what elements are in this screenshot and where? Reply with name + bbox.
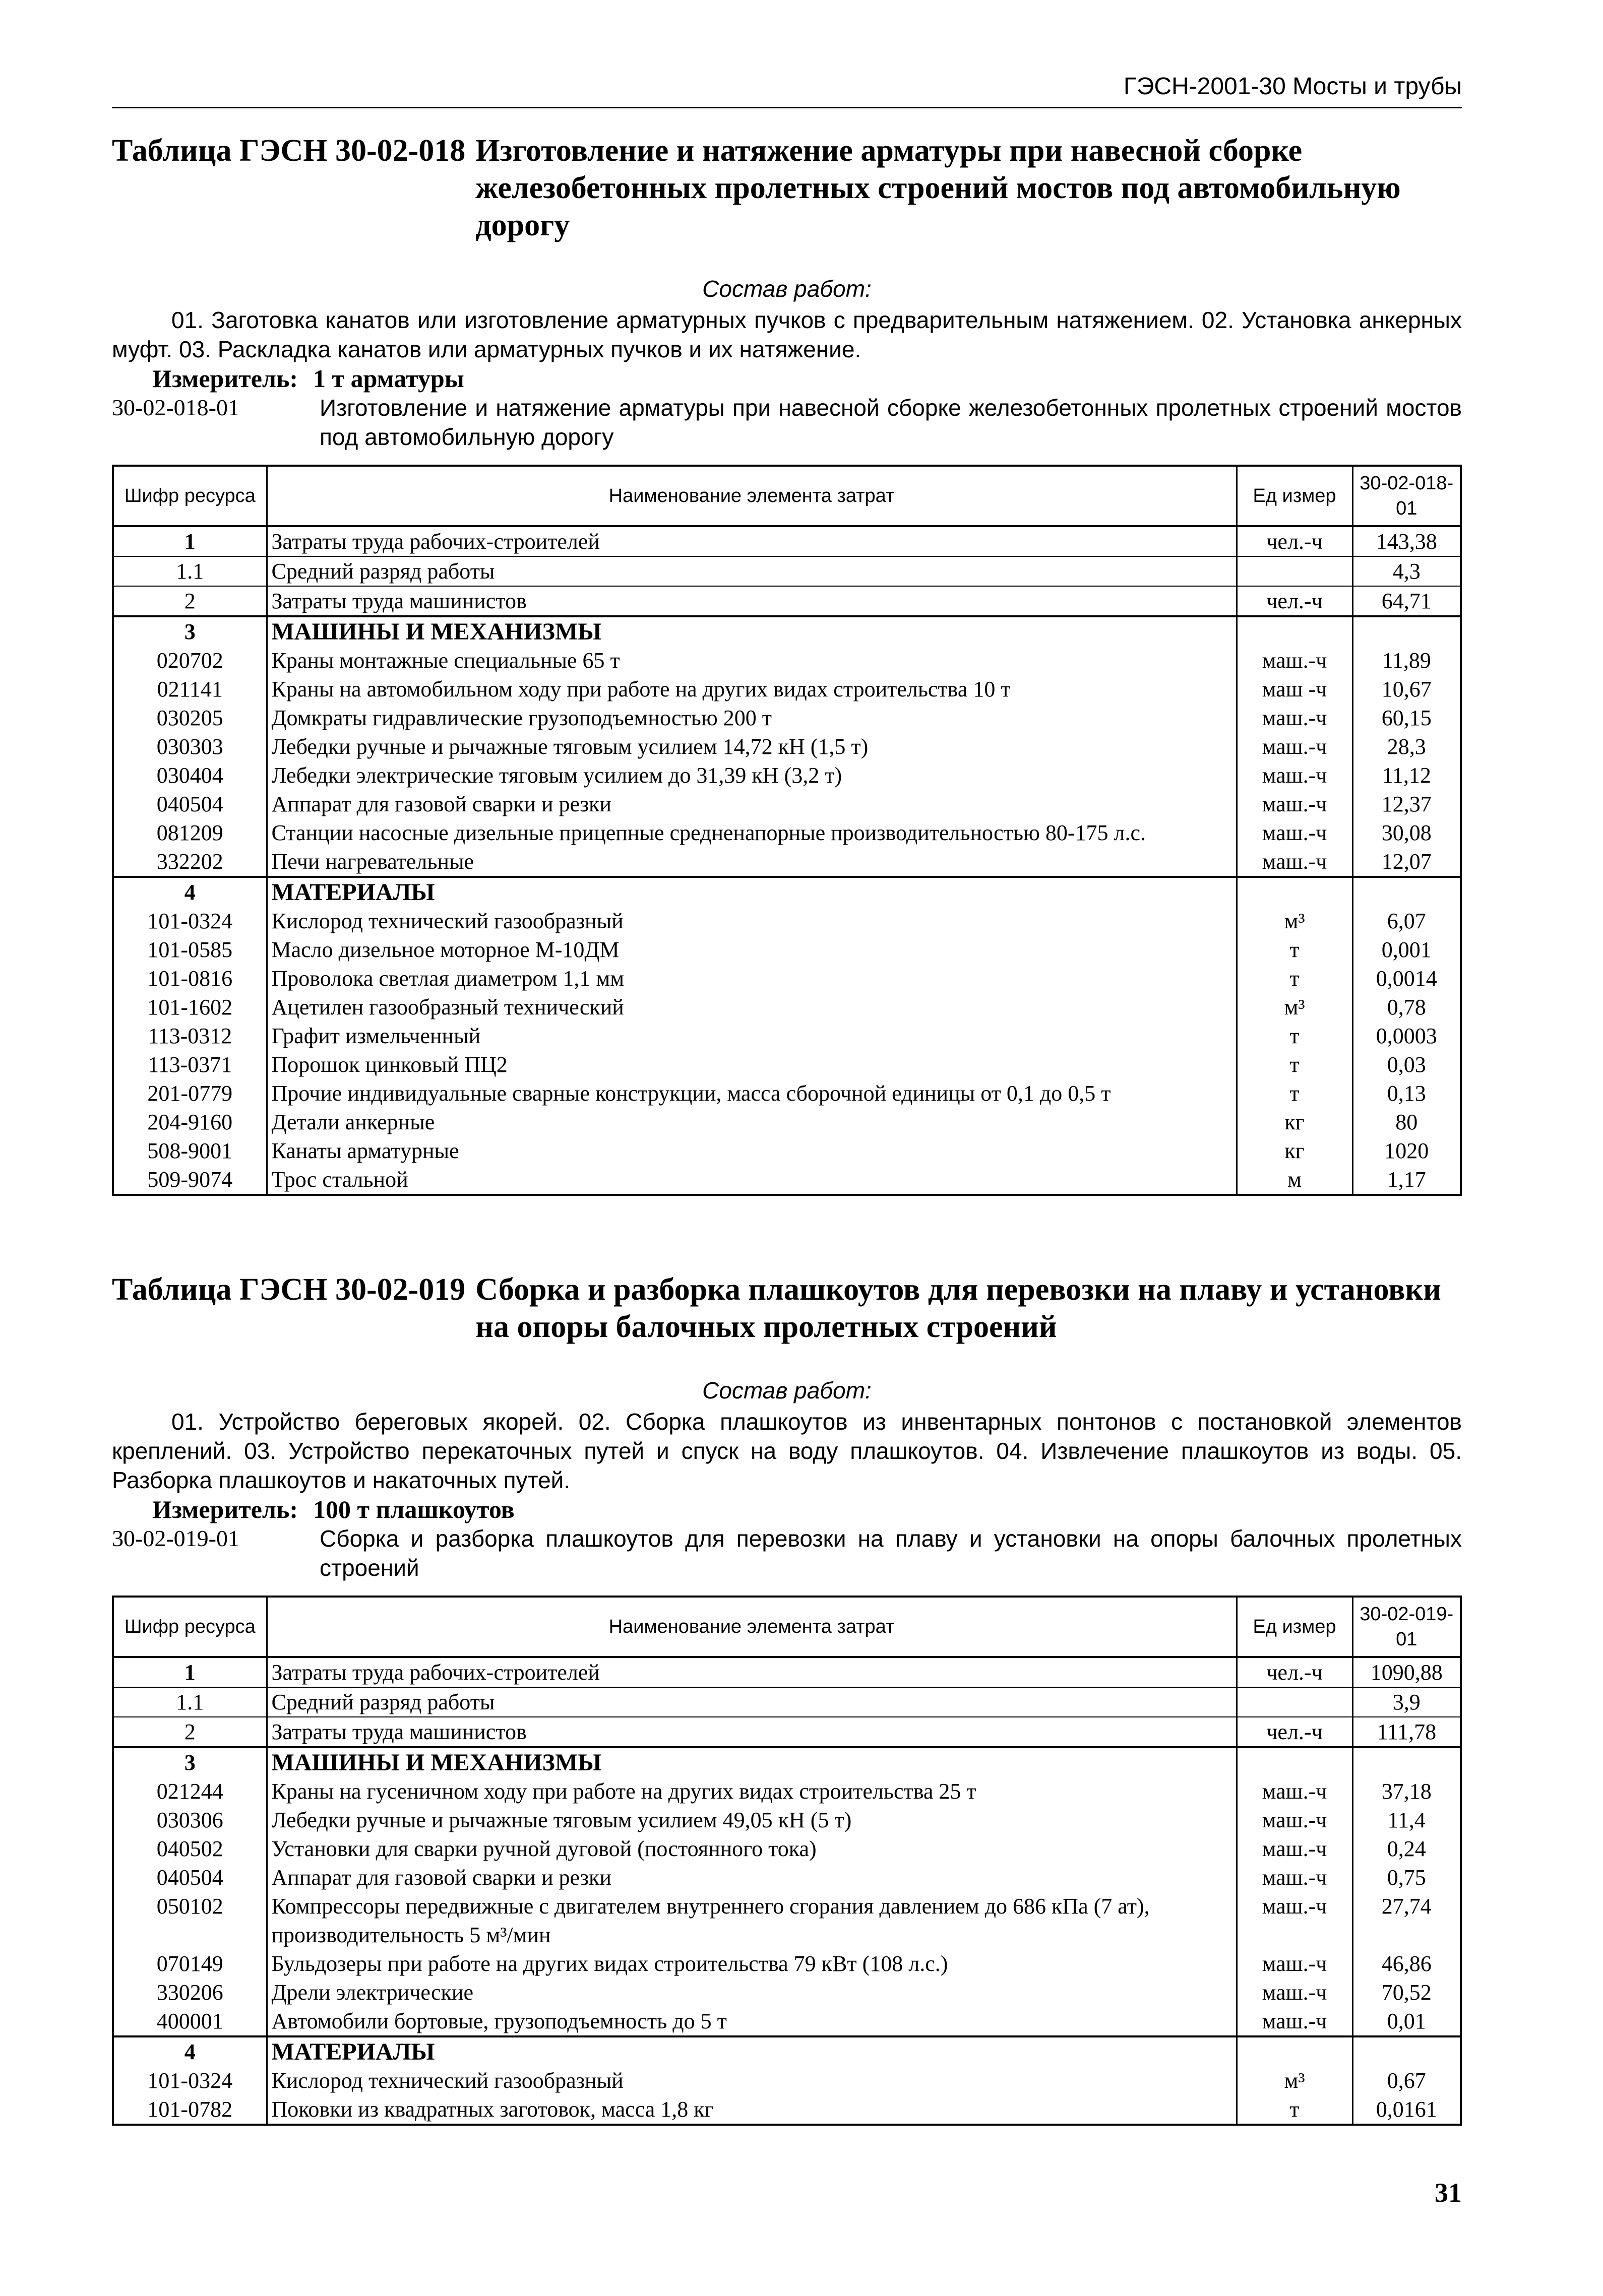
resource-name: Домкраты гидравлические грузоподъемностью 200 т bbox=[267, 704, 1237, 732]
resource-value: 64,71 bbox=[1352, 586, 1461, 616]
table-caption bbox=[112, 132, 1462, 244]
work-composition-title: Состав работ: bbox=[702, 276, 872, 302]
resource-value bbox=[1352, 616, 1461, 646]
resource-unit: маш.-ч bbox=[1237, 646, 1352, 675]
resource-code: 3 bbox=[113, 1747, 267, 1777]
resource-value bbox=[1352, 877, 1461, 907]
table-row bbox=[113, 2007, 1461, 2036]
col-header-unit: Ед измер bbox=[1237, 466, 1352, 526]
resource-table bbox=[112, 1596, 1462, 2126]
col-header-name: Наименование элемента затрат bbox=[267, 466, 1237, 526]
resource-code: 101-0324 bbox=[113, 907, 267, 935]
resource-code: 101-1602 bbox=[113, 993, 267, 1022]
resource-code: 113-0312 bbox=[113, 1022, 267, 1050]
resource-code: 1.1 bbox=[113, 556, 267, 586]
resource-value: 0,01 bbox=[1352, 2007, 1461, 2036]
resource-value: 4,3 bbox=[1352, 556, 1461, 586]
resource-name: Трос стальной bbox=[267, 1165, 1237, 1195]
resource-unit: кг bbox=[1237, 1108, 1352, 1136]
resource-unit: т bbox=[1237, 1022, 1352, 1050]
running-header-text: ГЭСН-2001-30 Мосты и трубы bbox=[1123, 73, 1462, 100]
table-row bbox=[113, 1687, 1461, 1717]
table-row bbox=[113, 1834, 1461, 1863]
measure-line bbox=[112, 364, 1462, 393]
table-row bbox=[113, 2095, 1461, 2125]
resource-code: 101-0782 bbox=[113, 2095, 267, 2125]
resource-code: 2 bbox=[113, 586, 267, 616]
resource-code: 101-0585 bbox=[113, 935, 267, 964]
resource-unit: маш.-ч bbox=[1237, 704, 1352, 732]
table-row bbox=[113, 993, 1461, 1022]
resource-code: 101-0324 bbox=[113, 2066, 267, 2095]
resource-code: 332202 bbox=[113, 847, 267, 877]
resource-name: Краны монтажные специальные 65 т bbox=[267, 646, 1237, 675]
table-body bbox=[113, 1657, 1461, 2125]
table-row bbox=[113, 1949, 1461, 1978]
resource-code: 030404 bbox=[113, 761, 267, 790]
resource-name: Печи нагревательные bbox=[267, 847, 1237, 877]
resource-value bbox=[1352, 1747, 1461, 1777]
work-composition-text: 01. Заготовка канатов или изготовление арматурных пучков с предварительным натяжением. 02. Установка анкерных муфт. 03. Раскладка канатов или арматурных пучков и их натяжение. bbox=[112, 307, 1462, 362]
resource-code: 030306 bbox=[113, 1806, 267, 1834]
resource-unit: м³ bbox=[1237, 907, 1352, 935]
table-row bbox=[113, 2066, 1461, 2095]
resource-code: 070149 bbox=[113, 1949, 267, 1978]
resource-value: 3,9 bbox=[1352, 1687, 1461, 1717]
table-row bbox=[113, 526, 1461, 556]
work-composition-text: 01. Устройство береговых якорей. 02. Сборка плашкоутов из инвентарных понтонов с постановкой элементов креплений. 03. Устройство перекаточных путей и спуск на воду плашкоутов. 04. Извлечение плашкоутов из воды. 05. Разборка плашкоутов и накаточных путей. bbox=[112, 1409, 1462, 1493]
table-section-30-02-018 bbox=[112, 132, 1462, 1196]
table-header-row bbox=[113, 466, 1461, 526]
resource-value: 0,67 bbox=[1352, 2066, 1461, 2095]
table-row bbox=[113, 646, 1461, 675]
resource-code: 1.1 bbox=[113, 1687, 267, 1717]
col-header-code: Шифр ресурса bbox=[113, 466, 267, 526]
resource-value: 0,78 bbox=[1352, 993, 1461, 1022]
table-section-30-02-019 bbox=[112, 1271, 1462, 2126]
page-number: 31 bbox=[1435, 2178, 1462, 2208]
resource-value: 0,13 bbox=[1352, 1079, 1461, 1108]
resource-value: 0,0014 bbox=[1352, 964, 1461, 993]
table-row bbox=[113, 818, 1461, 847]
resource-code: 3 bbox=[113, 616, 267, 646]
table-title: Сборка и разборка плашкоутов для перевозки на плаву и установки на опоры балочных пролетных строений bbox=[475, 1272, 1441, 1344]
table-row bbox=[113, 964, 1461, 993]
resource-unit: т bbox=[1237, 964, 1352, 993]
resource-name: Средний разряд работы bbox=[267, 1687, 1237, 1717]
resource-value: 80 bbox=[1352, 1108, 1461, 1136]
resource-value: 1020 bbox=[1352, 1136, 1461, 1165]
resource-unit: чел.-ч bbox=[1237, 1657, 1352, 1687]
resource-name: Масло дизельное моторное М-10ДМ bbox=[267, 935, 1237, 964]
resource-unit: маш.-ч bbox=[1237, 847, 1352, 877]
col-header-value: 30-02-018-01 bbox=[1352, 466, 1461, 526]
table-row bbox=[113, 1777, 1461, 1806]
resource-unit: маш.-ч bbox=[1237, 1863, 1352, 1892]
col-header-code: Шифр ресурса bbox=[113, 1597, 267, 1657]
norm-description bbox=[112, 1524, 1462, 1582]
resource-name: Кислород технический газообразный bbox=[267, 907, 1237, 935]
table-row bbox=[113, 790, 1461, 818]
resource-name: Канаты арматурные bbox=[267, 1136, 1237, 1165]
resource-unit: маш.-ч bbox=[1237, 761, 1352, 790]
table-row bbox=[113, 616, 1461, 646]
resource-name: Графит измельченный bbox=[267, 1022, 1237, 1050]
norm-text: Сборка и разборка плашкоутов для перевозки на плаву и установки на опоры балочных пролетных строений bbox=[320, 1525, 1462, 1581]
table-row bbox=[113, 1863, 1461, 1892]
resource-unit bbox=[1237, 877, 1352, 907]
resource-name: Проволока светлая диаметром 1,1 мм bbox=[267, 964, 1237, 993]
table-number: Таблица ГЭСН 30-02-019 bbox=[112, 1272, 466, 1307]
table-row bbox=[113, 761, 1461, 790]
table-row bbox=[113, 847, 1461, 877]
resource-name: Детали анкерные bbox=[267, 1108, 1237, 1136]
resource-value: 0,001 bbox=[1352, 935, 1461, 964]
running-header bbox=[112, 70, 1462, 108]
resource-unit: маш.-ч bbox=[1237, 1834, 1352, 1863]
resource-value: 6,07 bbox=[1352, 907, 1461, 935]
resource-name: Кислород технический газообразный bbox=[267, 2066, 1237, 2095]
resource-code: 050102 bbox=[113, 1892, 267, 1949]
table-header-row bbox=[113, 1597, 1461, 1657]
work-composition-title: Состав работ: bbox=[702, 1377, 872, 1404]
resource-unit: маш.-ч bbox=[1237, 1806, 1352, 1834]
table-caption bbox=[112, 1271, 1462, 1346]
resource-name: Аппарат для газовой сварки и резки bbox=[267, 790, 1237, 818]
resource-code: 030205 bbox=[113, 704, 267, 732]
resource-value: 27,74 bbox=[1352, 1892, 1461, 1949]
table-row bbox=[113, 1079, 1461, 1108]
resource-group-heading: МАТЕРИАЛЫ bbox=[267, 877, 1237, 907]
resource-name: Затраты труда рабочих-строителей bbox=[267, 1657, 1237, 1687]
resource-code: 030303 bbox=[113, 732, 267, 761]
table-row bbox=[113, 1022, 1461, 1050]
resource-code: 021244 bbox=[113, 1777, 267, 1806]
resource-name: Бульдозеры при работе на других видах строительства 79 кВт (108 л.с.) bbox=[267, 1949, 1237, 1978]
resource-group-heading: МАТЕРИАЛЫ bbox=[267, 2036, 1237, 2066]
resource-value: 70,52 bbox=[1352, 1978, 1461, 2007]
resource-value: 28,3 bbox=[1352, 732, 1461, 761]
measure-value: 1 т арматуры bbox=[313, 364, 464, 393]
resource-code: 021141 bbox=[113, 675, 267, 704]
resource-name: Компрессоры передвижные с двигателем внутреннего сгорания давлением до 686 кПа (7 ат), производительность 5 м³/мин bbox=[267, 1892, 1237, 1949]
resource-name: Установки для сварки ручной дуговой (постоянного тока) bbox=[267, 1834, 1237, 1863]
resource-code: 204-9160 bbox=[113, 1108, 267, 1136]
resource-unit: маш.-ч bbox=[1237, 1949, 1352, 1978]
resource-code: 020702 bbox=[113, 646, 267, 675]
resource-name: Краны на гусеничном ходу при работе на других видах строительства 25 т bbox=[267, 1777, 1237, 1806]
resource-name: Краны на автомобильном ходу при работе на других видах строительства 10 т bbox=[267, 675, 1237, 704]
resource-unit bbox=[1237, 2036, 1352, 2066]
resource-unit bbox=[1237, 616, 1352, 646]
resource-value: 12,37 bbox=[1352, 790, 1461, 818]
table-row bbox=[113, 1136, 1461, 1165]
table-number: Таблица ГЭСН 30-02-018 bbox=[112, 134, 466, 168]
measure-line bbox=[112, 1495, 1462, 1524]
table-row bbox=[113, 2036, 1461, 2066]
resource-code: 081209 bbox=[113, 818, 267, 847]
measure-value: 100 т плашкоутов bbox=[313, 1495, 515, 1523]
resource-name: Затраты труда рабочих-строителей bbox=[267, 526, 1237, 556]
table-row bbox=[113, 1978, 1461, 2007]
resource-unit: м bbox=[1237, 1165, 1352, 1195]
resource-unit: маш.-ч bbox=[1237, 1978, 1352, 2007]
resource-name: Прочие индивидуальные сварные конструкции, масса сборочной единицы от 0,1 до 0,5 т bbox=[267, 1079, 1237, 1108]
resource-name: Затраты труда машинистов bbox=[267, 586, 1237, 616]
resource-unit: маш.-ч bbox=[1237, 2007, 1352, 2036]
table-row bbox=[113, 732, 1461, 761]
resource-value: 37,18 bbox=[1352, 1777, 1461, 1806]
table-row bbox=[113, 1747, 1461, 1777]
resource-code: 040504 bbox=[113, 1863, 267, 1892]
resource-code: 201-0779 bbox=[113, 1079, 267, 1108]
resource-code: 508-9001 bbox=[113, 1136, 267, 1165]
table-row bbox=[113, 1657, 1461, 1687]
norm-code: 30-02-019-01 bbox=[112, 1525, 239, 1551]
table-body bbox=[113, 526, 1461, 1195]
norm-code: 30-02-018-01 bbox=[112, 395, 239, 420]
resource-unit: т bbox=[1237, 1050, 1352, 1079]
resource-code: 1 bbox=[113, 526, 267, 556]
resource-table bbox=[112, 465, 1462, 1196]
resource-name: Лебедки ручные и рычажные тяговым усилием 49,05 кН (5 т) bbox=[267, 1806, 1237, 1834]
table-row bbox=[113, 556, 1461, 586]
table-row bbox=[113, 586, 1461, 616]
resource-value: 0,75 bbox=[1352, 1863, 1461, 1892]
resource-name: Поковки из квадратных заготовок, масса 1,8 кг bbox=[267, 2095, 1237, 2125]
norm-text: Изготовление и натяжение арматуры при навесной сборке железобетонных пролетных строений мостов под автомобильную дорогу bbox=[320, 395, 1462, 450]
resource-group-heading: МАШИНЫ И МЕХАНИЗМЫ bbox=[267, 1747, 1237, 1777]
resource-value: 10,67 bbox=[1352, 675, 1461, 704]
resource-name: Станции насосные дизельные прицепные средненапорные производительностью 80-175 л.с. bbox=[267, 818, 1237, 847]
resource-unit: м³ bbox=[1237, 2066, 1352, 2095]
resource-code: 101-0816 bbox=[113, 964, 267, 993]
resource-unit: чел.-ч bbox=[1237, 1717, 1352, 1747]
resource-unit: маш -ч bbox=[1237, 675, 1352, 704]
resource-code: 040504 bbox=[113, 790, 267, 818]
resource-unit: маш.-ч bbox=[1237, 732, 1352, 761]
table-title: Изготовление и натяжение арматуры при навесной сборке железобетонных пролетных строений мостов под автомобильную дорогу bbox=[475, 134, 1401, 242]
resource-value: 0,0161 bbox=[1352, 2095, 1461, 2125]
resource-name: Аппарат для газовой сварки и резки bbox=[267, 1863, 1237, 1892]
resource-code: 040502 bbox=[113, 1834, 267, 1863]
measure-label: Измеритель: bbox=[152, 1495, 298, 1523]
table-row bbox=[113, 675, 1461, 704]
resource-unit bbox=[1237, 1687, 1352, 1717]
resource-unit: кг bbox=[1237, 1136, 1352, 1165]
resource-unit: чел.-ч bbox=[1237, 586, 1352, 616]
resource-code: 4 bbox=[113, 2036, 267, 2066]
resource-unit: маш.-ч bbox=[1237, 1892, 1352, 1949]
resource-unit: м³ bbox=[1237, 993, 1352, 1022]
col-header-value: 30-02-019-01 bbox=[1352, 1597, 1461, 1657]
resource-value: 11,89 bbox=[1352, 646, 1461, 675]
resource-name: Автомобили бортовые, грузоподъемность до 5 т bbox=[267, 2007, 1237, 2036]
resource-name: Лебедки электрические тяговым усилием до 31,39 кН (3,2 т) bbox=[267, 761, 1237, 790]
resource-unit: т bbox=[1237, 935, 1352, 964]
resource-code: 4 bbox=[113, 877, 267, 907]
resource-code: 2 bbox=[113, 1717, 267, 1747]
resource-value: 0,0003 bbox=[1352, 1022, 1461, 1050]
resource-unit: маш.-ч bbox=[1237, 818, 1352, 847]
table-row bbox=[113, 877, 1461, 907]
resource-name: Порошок цинковый ПЦ2 bbox=[267, 1050, 1237, 1079]
resource-code: 113-0371 bbox=[113, 1050, 267, 1079]
resource-value bbox=[1352, 2036, 1461, 2066]
resource-value: 1090,88 bbox=[1352, 1657, 1461, 1687]
resource-unit bbox=[1237, 1747, 1352, 1777]
resource-unit: т bbox=[1237, 2095, 1352, 2125]
resource-value: 30,08 bbox=[1352, 818, 1461, 847]
resource-value: 1,17 bbox=[1352, 1165, 1461, 1195]
norm-description bbox=[112, 393, 1462, 452]
measure-label: Измеритель: bbox=[152, 364, 298, 393]
resource-name: Ацетилен газообразный технический bbox=[267, 993, 1237, 1022]
resource-name: Затраты труда машинистов bbox=[267, 1717, 1237, 1747]
resource-value: 11,4 bbox=[1352, 1806, 1461, 1834]
resource-unit: т bbox=[1237, 1079, 1352, 1108]
resource-value: 60,15 bbox=[1352, 704, 1461, 732]
table-row bbox=[113, 935, 1461, 964]
table-row bbox=[113, 1108, 1461, 1136]
resource-value: 143,38 bbox=[1352, 526, 1461, 556]
resource-value: 46,86 bbox=[1352, 1949, 1461, 1978]
table-row bbox=[113, 1806, 1461, 1834]
resource-code: 509-9074 bbox=[113, 1165, 267, 1195]
table-row bbox=[113, 1165, 1461, 1195]
table-row bbox=[113, 1892, 1461, 1949]
resource-group-heading: МАШИНЫ И МЕХАНИЗМЫ bbox=[267, 616, 1237, 646]
resource-unit bbox=[1237, 556, 1352, 586]
col-header-unit: Ед измер bbox=[1237, 1597, 1352, 1657]
resource-name: Лебедки ручные и рычажные тяговым усилием 14,72 кН (1,5 т) bbox=[267, 732, 1237, 761]
table-row bbox=[113, 1717, 1461, 1747]
resource-value: 12,07 bbox=[1352, 847, 1461, 877]
resource-unit: чел.-ч bbox=[1237, 526, 1352, 556]
resource-value: 0,24 bbox=[1352, 1834, 1461, 1863]
resource-unit: маш.-ч bbox=[1237, 1777, 1352, 1806]
table-row bbox=[113, 1050, 1461, 1079]
resource-value: 11,12 bbox=[1352, 761, 1461, 790]
resource-value: 111,78 bbox=[1352, 1717, 1461, 1747]
resource-name: Средний разряд работы bbox=[267, 556, 1237, 586]
resource-code: 1 bbox=[113, 1657, 267, 1687]
table-row bbox=[113, 907, 1461, 935]
resource-name: Дрели электрические bbox=[267, 1978, 1237, 2007]
resource-code: 330206 bbox=[113, 1978, 267, 2007]
resource-unit: маш.-ч bbox=[1237, 790, 1352, 818]
col-header-name: Наименование элемента затрат bbox=[267, 1597, 1237, 1657]
table-row bbox=[113, 704, 1461, 732]
resource-value: 0,03 bbox=[1352, 1050, 1461, 1079]
resource-code: 400001 bbox=[113, 2007, 267, 2036]
